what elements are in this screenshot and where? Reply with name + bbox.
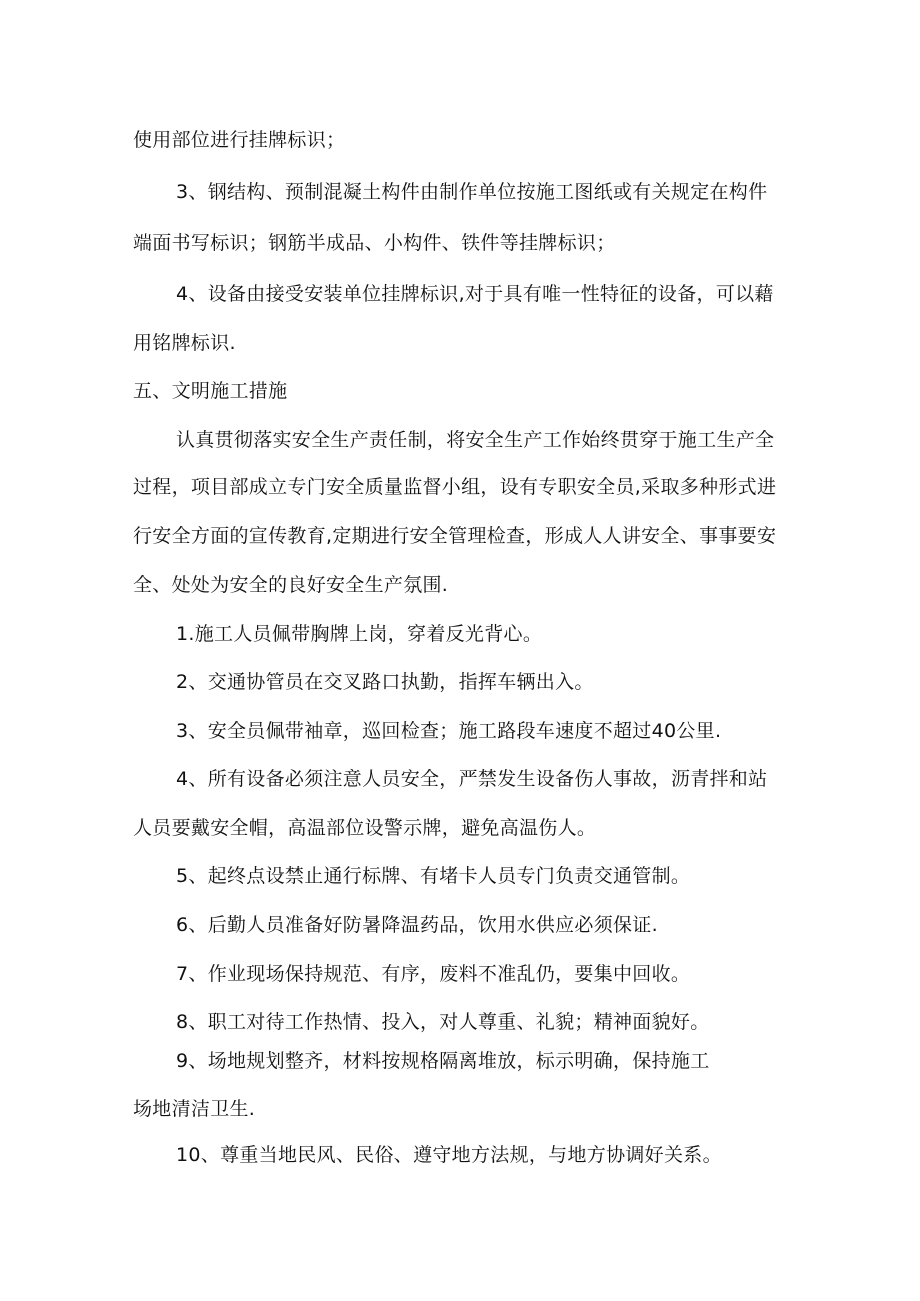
list-item: 4、所有设备必须注意人员安全，严禁发生设备伤人事故，沥青拌和站 <box>176 768 768 790</box>
text-line: 4、设备由接受安装单位挂牌标识,对于具有唯一性特征的设备，可以藉 <box>176 283 774 305</box>
text-line: 使用部位进行挂牌标识； <box>133 129 346 151</box>
list-item: 7、作业现场保持规范、有序，废料不准乱仍，要集中回收。 <box>176 963 691 985</box>
text-line: 3、钢结构、预制混凝土构件由制作单位按施工图纸或有关规定在构件 <box>176 181 768 203</box>
text-line: 用铭牌标识. <box>133 332 236 354</box>
list-item: 10、尊重当地民风、民俗、遵守地方法规，与地方协调好关系。 <box>176 1144 722 1166</box>
text-line: 人员要戴安全帽，高温部位设警示牌，避免高温伤人。 <box>133 817 597 839</box>
list-item: 5、起终点设禁止通行标牌、有堵卡人员专门负责交通管制。 <box>176 865 691 887</box>
text-line: 全、处处为安全的良好安全生产氛围. <box>133 574 449 596</box>
text-line: 过程，项目部成立专门安全质量监督小组，设有专职安全员,采取多种形式进 <box>133 476 777 498</box>
text-line: 场地清洁卫生. <box>133 1098 256 1120</box>
list-item: 2、交通协管员在交叉路口执勤，指挥车辆出入。 <box>176 671 594 693</box>
section-heading: 五、文明施工措施 <box>133 380 288 402</box>
text-line: 端面书写标识；钢筋半成品、小构件、铁件等挂牌标识； <box>133 232 616 254</box>
list-item: 9、场地规划整齐，材料按规格隔离堆放，标示明确，保持施工 <box>176 1050 710 1072</box>
list-item: 8、职工对待工作热情、投入，对人尊重、礼貌；精神面貌好。 <box>176 1011 710 1033</box>
text-line: 行安全方面的宣传教育,定期进行安全管理检查，形成人人讲安全、事事要安 <box>133 525 777 547</box>
list-item: 3、安全员佩带袖章，巡回检查；施工路段车速度不超过40公里. <box>176 720 722 742</box>
text-line: 认真贯彻落实安全生产责任制，将安全生产工作始终贯穿于施工生产全 <box>176 429 775 451</box>
list-item: 1.施工人员佩带胸牌上岗，穿着反光背心。 <box>176 623 543 645</box>
list-item: 6、后勤人员准备好防暑降温药品，饮用水供应必须保证. <box>176 914 658 936</box>
